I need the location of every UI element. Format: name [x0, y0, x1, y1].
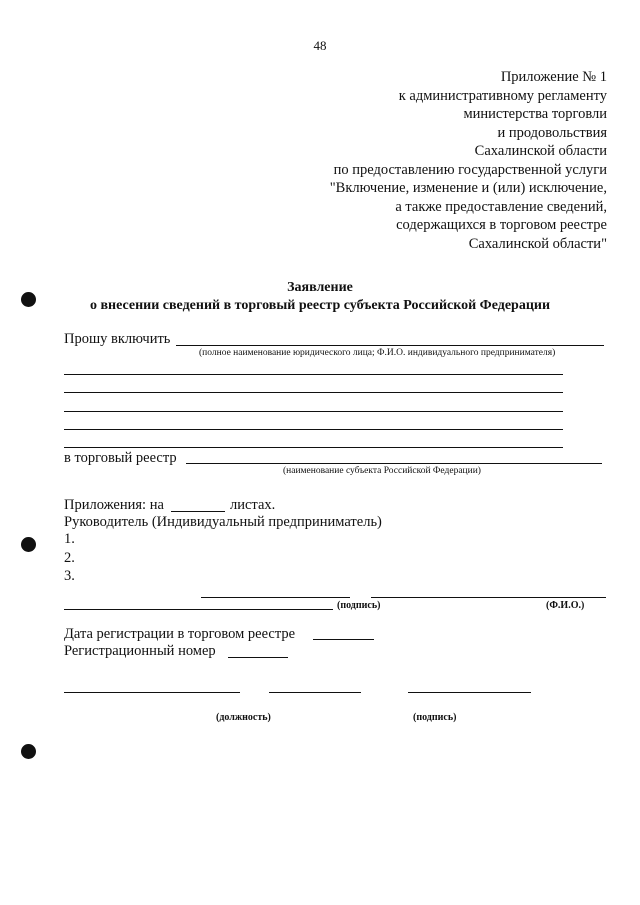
form-subtitle: о внесении сведений в торговый реестр субъекта Российской Федерации: [89, 298, 551, 313]
fio-caption: (Ф.И.О.): [546, 600, 585, 611]
appendix-header: [330, 68, 607, 253]
bottom-signature-caption: (подпись): [413, 712, 457, 723]
fio-line[interactable]: [371, 597, 606, 598]
appendix-line: Приложение № 1: [500, 69, 607, 85]
binding-hole: [21, 537, 36, 552]
position-caption: (должность): [216, 712, 271, 723]
signature-caption: (подпись): [337, 600, 381, 611]
appendix-line: министерства торговли: [463, 106, 607, 122]
request-label: Прошу включить: [64, 331, 171, 347]
position-line[interactable]: [64, 609, 333, 610]
head-label: Руководитель (Индивидуальный предприниматель): [64, 514, 382, 530]
request-continuation-line[interactable]: [64, 447, 563, 448]
binding-hole: [21, 744, 36, 759]
appendix-line: Сахалинской области": [468, 235, 607, 252]
request-continuation-line[interactable]: [64, 374, 563, 375]
request-continuation-line[interactable]: [64, 411, 563, 412]
bottom-position-line[interactable]: [64, 692, 240, 693]
attachments-count-line[interactable]: [171, 511, 225, 512]
appendix-line: содержащихся в торговом реестре: [396, 217, 607, 233]
appendix-line: к административному регламенту: [398, 87, 607, 104]
list-item: 2.: [64, 550, 75, 566]
appendix-line: по предоставлению государственной услуги: [333, 161, 607, 178]
request-continuation-line[interactable]: [64, 429, 563, 430]
appendix-line: Сахалинской области: [474, 143, 607, 159]
registry-input-line[interactable]: [186, 463, 602, 464]
form-title: Заявление: [287, 280, 353, 295]
list-item: 3.: [64, 568, 75, 584]
registration-date-label: Дата регистрации в торговом реестре: [64, 626, 296, 642]
signature-line[interactable]: [201, 597, 350, 598]
list-item: 1.: [64, 531, 75, 547]
registry-caption: (наименование субъекта Российской Федерации): [283, 466, 481, 476]
attachments-suffix: листах.: [230, 497, 276, 513]
page-number: 48: [313, 38, 327, 53]
registration-number-line[interactable]: [228, 657, 288, 658]
registry-label: в торговый реестр: [64, 450, 177, 466]
request-input-line[interactable]: [176, 345, 604, 346]
request-caption: (полное наименование юридического лица; Ф.И.О. индивидуального предпринимателя): [199, 348, 556, 358]
appendix-line: "Включение, изменение и (или) исключение,: [329, 180, 607, 196]
request-continuation-line[interactable]: [64, 392, 563, 393]
registration-date-line[interactable]: [313, 639, 374, 640]
registration-number-label: Регистрационный номер: [64, 643, 216, 659]
attachments-prefix: Приложения: на: [64, 497, 164, 513]
bottom-signature-line[interactable]: [269, 692, 361, 693]
appendix-line: и продовольствия: [497, 124, 607, 141]
appendix-line: а также предоставление сведений,: [395, 198, 607, 215]
bottom-fio-line[interactable]: [408, 692, 531, 693]
